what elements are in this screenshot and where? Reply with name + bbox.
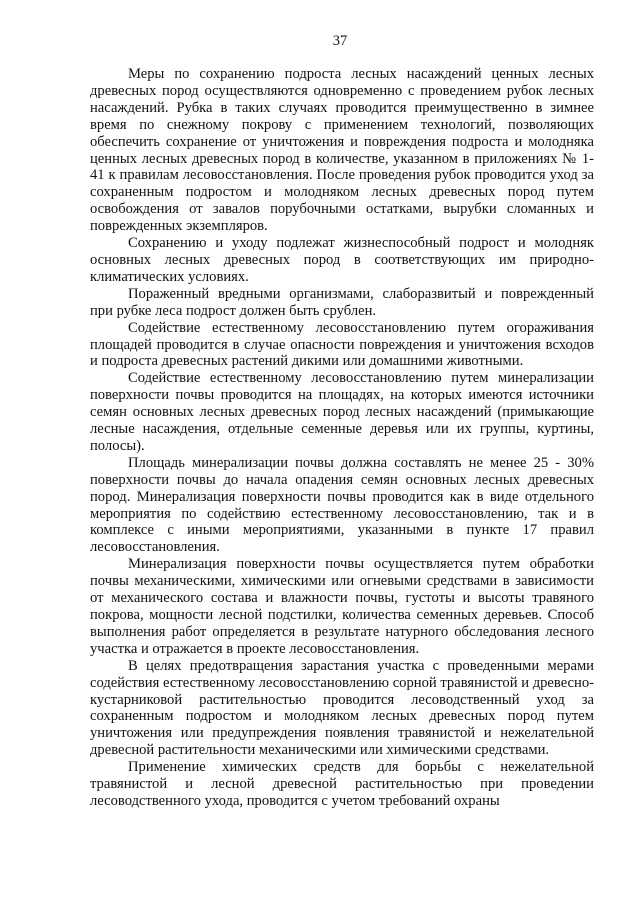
paragraph-damaged-undergrowth: Пораженный вредными организмами, слаборазвитый и поврежденный при рубке леса подрост должен быть срублен. <box>90 285 594 319</box>
paragraph-undergrowth-preservation: Меры по сохранению подроста лесных насаждений ценных лесных древесных пород осуществляются одновременно с проведением рубок лесных насаждений. Рубка в таких случаях проводится преимущественно в зимнее время по снежному покрову с применением технологий, позволяющих обеспечить сохранение от уничтожения и повреждения подроста и молодняка ценных лесных древесных пород в количестве, указанном в приложениях № 1-41 к правилам лесовосстановления. После проведения рубок проводится уход за сохраненным подростом и молодняком лесных древесных пород путем освобождения от завалов порубочными остатками, вырубки сломанных и поврежденных экземпляров. <box>90 66 594 235</box>
paragraph-overgrowth-prevention: В целях предотвращения зарастания участка с проведенными мерами содействия естественному лесовосстановлению сорной травянистой и древесно-кустарниковой растительностью проводится лесоводственный уход за сохраненным подростом и молодняком лесных древесных пород путем уничтожения или предупреждения появления травянистой и нежелательной древесной растительности механическими или химическими средствами. <box>90 657 594 759</box>
paragraph-mineralization-area: Площадь минерализации почвы должна составлять не менее 25 - 30% поверхности почвы до начала опадения семян основных лесных древесных пород. Минерализация поверхности почвы проводится как в виде отдельного мероприятия по содействию естественному лесовосстановлению, так и в комплексе с иными мероприятиями, указанными в пункте 17 правил лесовосстановления. <box>90 454 594 556</box>
paragraph-chemical-means: Применение химических средств для борьбы с нежелательной травянистой и лесной древесной растительностью при проведении лесоводственного ухода, проводится с учетом требований охраны <box>90 759 594 809</box>
paragraph-fencing: Содействие естественному лесовосстановлению путем огораживания площадей проводится в случае опасности повреждения и уничтожения всходов и подроста древесных растений дикими или домашними животными. <box>90 319 594 370</box>
document-body <box>90 66 594 810</box>
paragraph-soil-mineralization: Содействие естественному лесовосстановлению путем минерализации поверхности почвы проводится на площадях, на которых имеются источники семян основных лесных древесных пород лесных насаждений (примыкающие лесные насаждения, отдельные семенные деревья или их группы, куртины, полосы). <box>90 370 594 454</box>
paragraph-mineralization-methods: Минерализация поверхности почвы осуществляется путем обработки почвы механическими, химическими или огневыми средствами в зависимости от механического состава и влажности почвы, густоты и высоты травяного покрова, мощности лесной подстилки, количества семенных деревьев. Способ выполнения работ определяется в результате натурного обследования лесного участка и отражается в проекте лесовосстановления. <box>90 556 594 657</box>
paragraph-viable-undergrowth: Сохранению и уходу подлежат жизнеспособный подрост и молодняк основных лесных древесных пород в соответствующих им природно-климатических условиях. <box>90 235 594 285</box>
page-number: 37 <box>332 33 348 49</box>
